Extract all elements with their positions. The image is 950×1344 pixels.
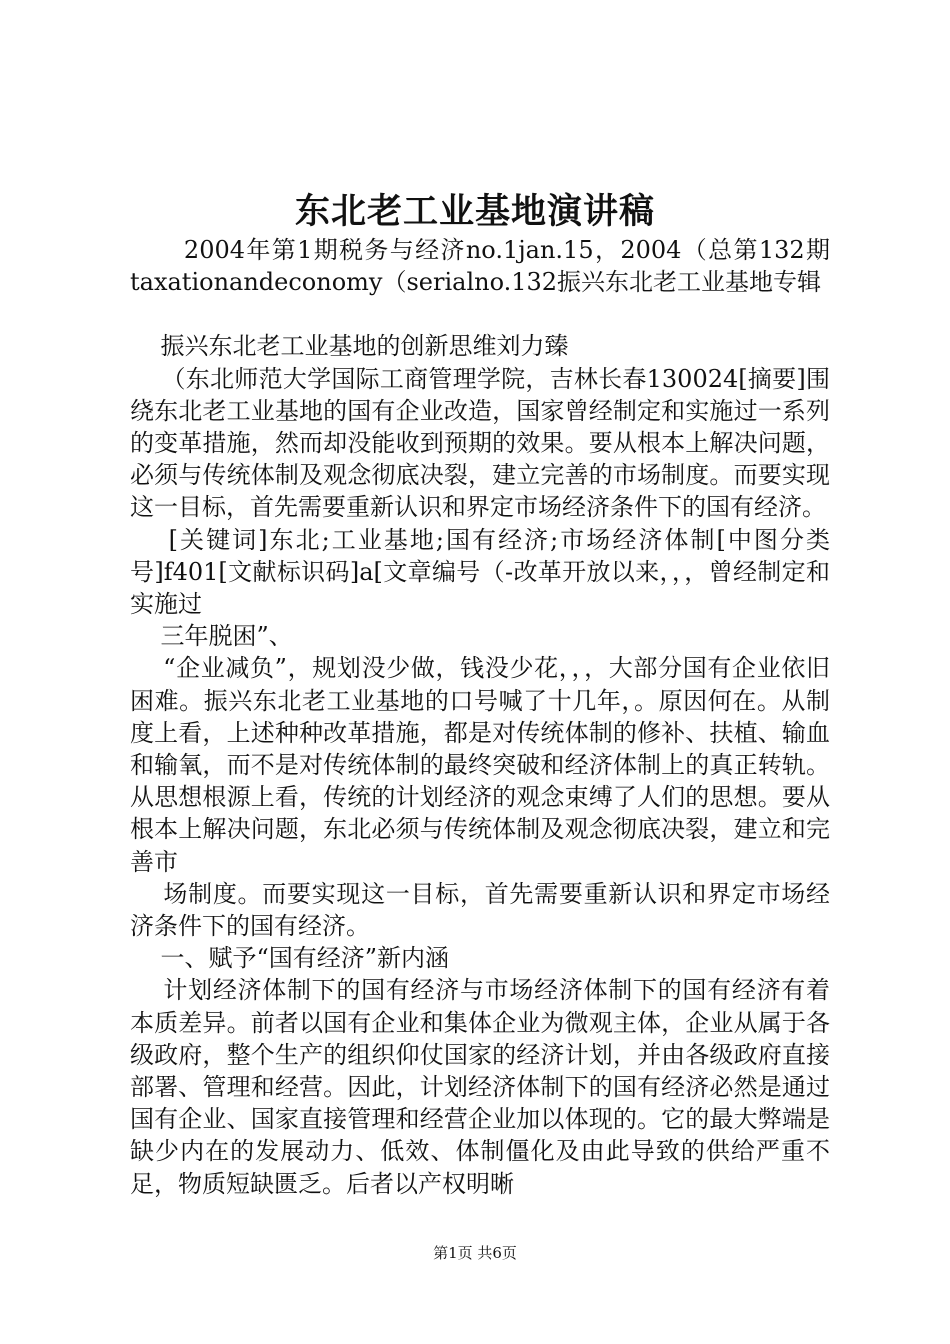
paragraph-journal-info: 2004年第1期税务与经济no.1jan.15，2004（总第132期taxationandeconomy（serialno.132振兴东北老工业基地专辑: [130, 236, 830, 297]
paragraph-abstract: （东北师范大学国际工商管理学院，吉林长春130024[摘要]围绕东北老工业基地的国有企业改造，国家曾经制定和实施过一系列的变革措施，然而却没能收到预期的效果。要从根本上解决问题，必须与传统体制及观念彻底决裂，建立完善的市场制度。而要实现这一目标，首先需要重新认识和界定市场经济条件下的国有经济。: [130, 364, 831, 522]
section-heading: 一、赋予“国有经济”新内涵: [130, 944, 450, 973]
document-title: 东北老工业基地演讲稿: [294, 191, 655, 232]
paragraph: 计划经济体制下的国有经济与市场经济体制下的国有经济有着本质差异。前者以国有企业和集体企业为微观主体，企业从属于各级政府，整个生产的组织仰仗国家的经济计划，并由各级政府直接部署、管理和经营。因此，计划经济体制下的国有经济必然是通过国有企业、国家直接管理和经营企业加以体现的。它的最大弊端是缺少内在的发展动力、低效、体制僵化及由此导致的供给严重不足，物质短缺匮乏。后者以产权明晰: [130, 976, 831, 1198]
document-body: [130, 234, 830, 1200]
paragraph: 场制度。而要实现这一目标，首先需要重新认识和界定市场经济条件下的国有经济。: [130, 879, 831, 941]
paragraph: “企业减负”，规划没少做，钱没少花，，，大部分国有企业依旧困难。振兴东北老工业基地的口号喊了十几年，。原因何在。从制度上看，上述种种改革措施，都是对传统体制的修补、扶植、输血和输氧，而不是对传统体制的最终突破和经济体制上的真正转轨。从思想根源上看，传统的计划经济的观念束缚了人们的思想。要从根本上解决问题，东北必须与传统体制及观念彻底决裂，建立和完善市: [130, 654, 830, 876]
paragraph-keywords: [关键词]东北;工业基地;国有经济;市场经济体制[中图分类号]f401[文献标识码]a[文章编号（-改革开放以来，，，曾经制定和实施过: [130, 525, 830, 619]
page-footer: 第1页 共6页: [433, 1244, 517, 1262]
paragraph-article-title: 振兴东北老工业基地的创新思维刘力臻: [130, 332, 569, 361]
blank-line: [130, 298, 830, 330]
paragraph: 三年脱困”、: [130, 622, 293, 651]
